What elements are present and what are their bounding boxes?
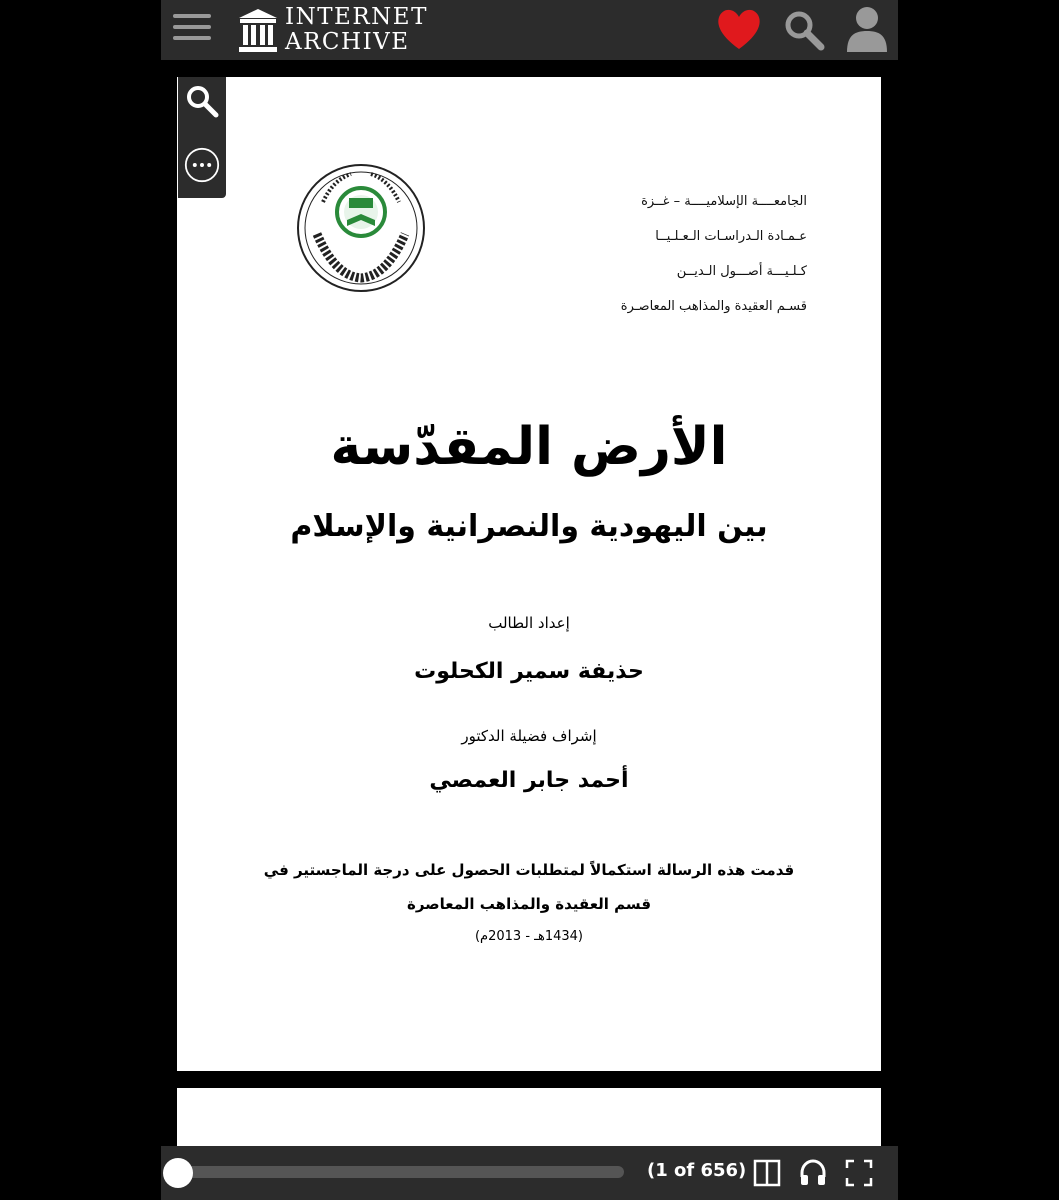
document-subtitle: بين اليهودية والنصرانية والإسلام [290, 509, 768, 544]
header-line-faculty: كـلـيـــة أصـــول الـديــن [676, 264, 807, 279]
header-line-deanship: عـمـادة الـدراسـات الـعـلـيــا [655, 229, 807, 244]
bookreader-frame [161, 0, 898, 1200]
top-navbar [161, 0, 898, 61]
page-slider-track[interactable] [177, 1166, 624, 1178]
prepared-by-label: إعداد الطالب [488, 614, 570, 632]
page-slider-handle[interactable] [163, 1158, 193, 1188]
student-name: حذيفة سمير الكحلوت [414, 659, 644, 684]
supervisor-name: أحمد جابر العمصي [429, 768, 629, 793]
submission-department: قسم العقيدة والمذاهب المعاصرة [406, 895, 652, 913]
book-page [177, 77, 881, 1071]
menu-icon[interactable] [173, 14, 211, 46]
audio-icon[interactable] [797, 1157, 829, 1189]
document-title: الأرض المقدّسة [330, 417, 728, 477]
logo-line-2: ARCHIVE [285, 29, 410, 55]
user-icon[interactable] [845, 5, 889, 53]
side-toolbar [178, 77, 226, 198]
submission-statement: قدمت هذه الرسالة استكمالاً لمتطلبات الحصول على درجة الماجستير في [263, 861, 795, 879]
book-viewer[interactable] [161, 60, 898, 1146]
university-seal-icon [295, 162, 427, 294]
search-icon[interactable] [184, 83, 220, 119]
fullscreen-icon[interactable] [843, 1157, 875, 1189]
more-icon[interactable] [184, 147, 220, 183]
institution-header [547, 184, 807, 324]
supervision-label: إشراف فضيلة الدكتور [461, 727, 597, 745]
internet-archive-logo[interactable] [237, 4, 428, 56]
header-line-department: قسـم العقيدة والمذاهب المعاصـرة [620, 299, 807, 314]
book-page-next [177, 1088, 881, 1146]
logo-line-1: INTERNET [285, 4, 428, 30]
archive-building-icon [237, 7, 279, 53]
submission-date: (1434هـ - 2013م) [474, 929, 583, 944]
search-icon[interactable] [783, 9, 827, 53]
one-page-view-icon[interactable] [751, 1157, 783, 1189]
header-line-university: الجامعــــة الإسلاميــــة – غــزة [641, 194, 807, 209]
bottom-navbar [161, 1146, 898, 1200]
page-indicator: (1 of 656) [647, 1160, 747, 1181]
heart-icon[interactable] [714, 6, 764, 52]
